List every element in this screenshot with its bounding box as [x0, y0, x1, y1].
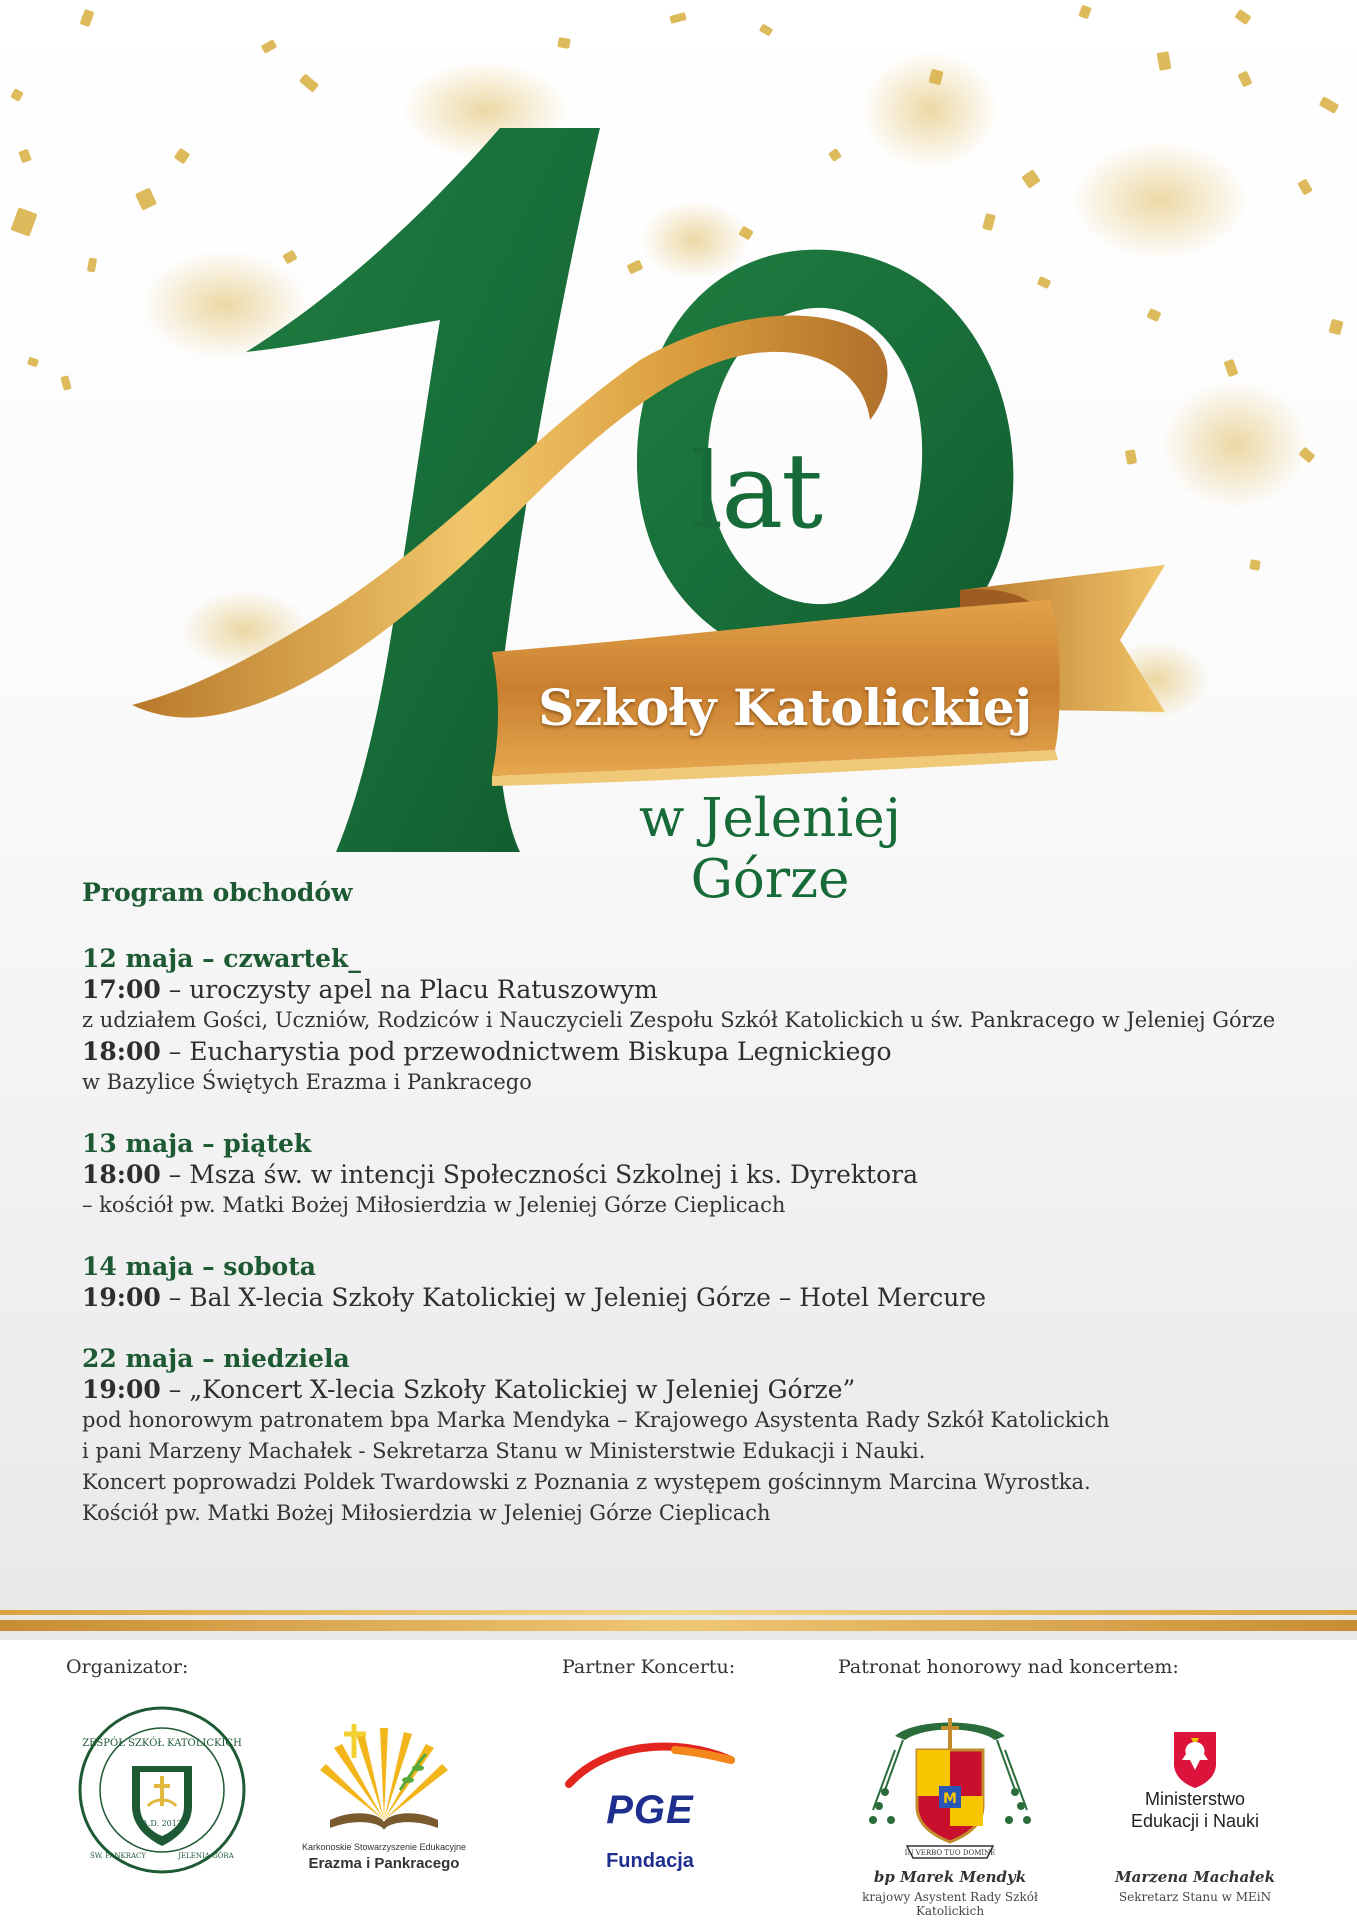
- event-text: – Eucharystia pod przewodnictwem Biskupa Legnickiego: [160, 1037, 892, 1066]
- day-title: 22 maja – niedziela: [82, 1344, 350, 1373]
- event-line: [82, 1159, 1282, 1190]
- event-note: pod honorowym patronatem bpa Marka Mendyka – Krajowego Asystenta Rady Szkół Katolickich: [82, 1408, 1110, 1432]
- secretary-name: Marzena Machałek: [1115, 1868, 1275, 1886]
- program-section: [82, 878, 1282, 1559]
- organizer-label: Organizator:: [66, 1656, 189, 1678]
- event-time: 17:00: [82, 975, 161, 1004]
- day-block: [82, 1343, 1282, 1529]
- event-time: 18:00: [82, 1037, 161, 1066]
- event-note: i pani Marzeny Machałek - Sekretarza Stanu w Ministerstwie Edukacji i Nauki.: [82, 1439, 926, 1463]
- ministry-line2: Edukacji i Nauki: [1130, 1811, 1260, 1831]
- event-line: [82, 1374, 1282, 1405]
- event-text: – Bal X-lecia Szkoły Katolickiej w Jeleniej Górze – Hotel Mercure: [160, 1283, 987, 1312]
- pge-foundation-logo: [555, 1730, 745, 1880]
- pge-fundacja: Fundacja: [606, 1850, 694, 1872]
- ministry-line1: Ministerstwo: [1144, 1789, 1246, 1809]
- seal-bottom-right: JELENIA GÓRA: [178, 1852, 234, 1860]
- day-title: 12 maja – czwartek_: [82, 944, 361, 973]
- patron-label: Patronat honorowy nad koncertem:: [838, 1656, 1179, 1678]
- event-note: Kościół pw. Matki Bożej Miłosierdzia w Jeleniej Górze Cieplicach: [82, 1501, 771, 1525]
- gold-divider: [0, 1620, 1357, 1631]
- day-title: 14 maja – sobota: [82, 1252, 316, 1281]
- day-title: 13 maja – piątek: [82, 1129, 312, 1158]
- event-time: 19:00: [82, 1283, 161, 1312]
- bishop-role: krajowy Asystent Rady Szkół Katolickich: [862, 1890, 1038, 1918]
- event-text: – Msza św. w intencji Społeczności Szkolnej i ks. Dyrektora: [160, 1160, 918, 1189]
- kse-line2: Erazma i Pankracego: [308, 1855, 460, 1872]
- anniversary-lat: lat: [690, 430, 822, 552]
- day-block: [82, 1251, 1282, 1313]
- secretary-role: Sekretarz Stanu w MEiN: [1118, 1890, 1272, 1904]
- banner-title: Szkoły Katolickiej: [538, 678, 1032, 737]
- sponsors-footer: [0, 1640, 1357, 1920]
- event-note: – kościół pw. Matki Bożej Miłosierdzia w Jeleniej Górze Cieplicach: [82, 1193, 786, 1217]
- event-time: 18:00: [82, 1160, 161, 1189]
- kse-association-logo: [300, 1710, 468, 1880]
- event-text: – uroczysty apel na Placu Ratuszowym: [160, 975, 658, 1004]
- pge-wordmark: PGE: [606, 1788, 694, 1832]
- event-note: w Bazylice Świętych Erazma i Pankracego: [82, 1070, 532, 1094]
- partner-label: Partner Koncertu:: [562, 1656, 736, 1678]
- svg-text:M: M: [943, 1791, 957, 1807]
- ministry-logo: [1100, 1720, 1290, 1920]
- event-line: [82, 1282, 1282, 1313]
- kse-line1: Karkonoskie Stowarzyszenie Edukacyjne: [301, 1842, 467, 1852]
- event-note: Koncert poprowadzi Poldek Twardowski z Poznania z występem gościnnym Marcina Wyrostka.: [82, 1470, 1091, 1494]
- event-time: 19:00: [82, 1375, 161, 1404]
- bishop-name: bp Marek Mendyk: [873, 1868, 1027, 1886]
- event-line: [82, 1036, 1282, 1067]
- gold-divider: [0, 1610, 1357, 1615]
- ministry-name: [1100, 1788, 1290, 1832]
- seal-text: ZESPÓŁ SZKÓŁ KATOLICKICH: [82, 1738, 242, 1749]
- anniversary-number-10: [0, 0, 1357, 870]
- bishop-coat-of-arms: [855, 1710, 1045, 1920]
- school-seal-logo: [78, 1706, 246, 1874]
- bishop-motto: IN VERBO TUO DOMINE: [904, 1849, 996, 1857]
- event-note: z udziałem Gości, Uczniów, Rodziców i Nauczycieli Zespołu Szkół Katolickich u św. Pankracego w Jeleniej Górze: [82, 1008, 1276, 1032]
- day-block: [82, 943, 1282, 1098]
- subtitle-city: w Jeleniej Górze: [638, 788, 902, 910]
- seal-bottom-left: ŚW. PANKRACY: [90, 1852, 146, 1860]
- event-text: – „Koncert X-lecia Szkoły Katolickiej w Jeleniej Górze”: [160, 1375, 856, 1404]
- seal-year: A.D. 2012: [142, 1819, 182, 1828]
- day-block: [82, 1128, 1282, 1221]
- program-heading: Program obchodów: [82, 878, 353, 907]
- event-line: [82, 974, 1282, 1005]
